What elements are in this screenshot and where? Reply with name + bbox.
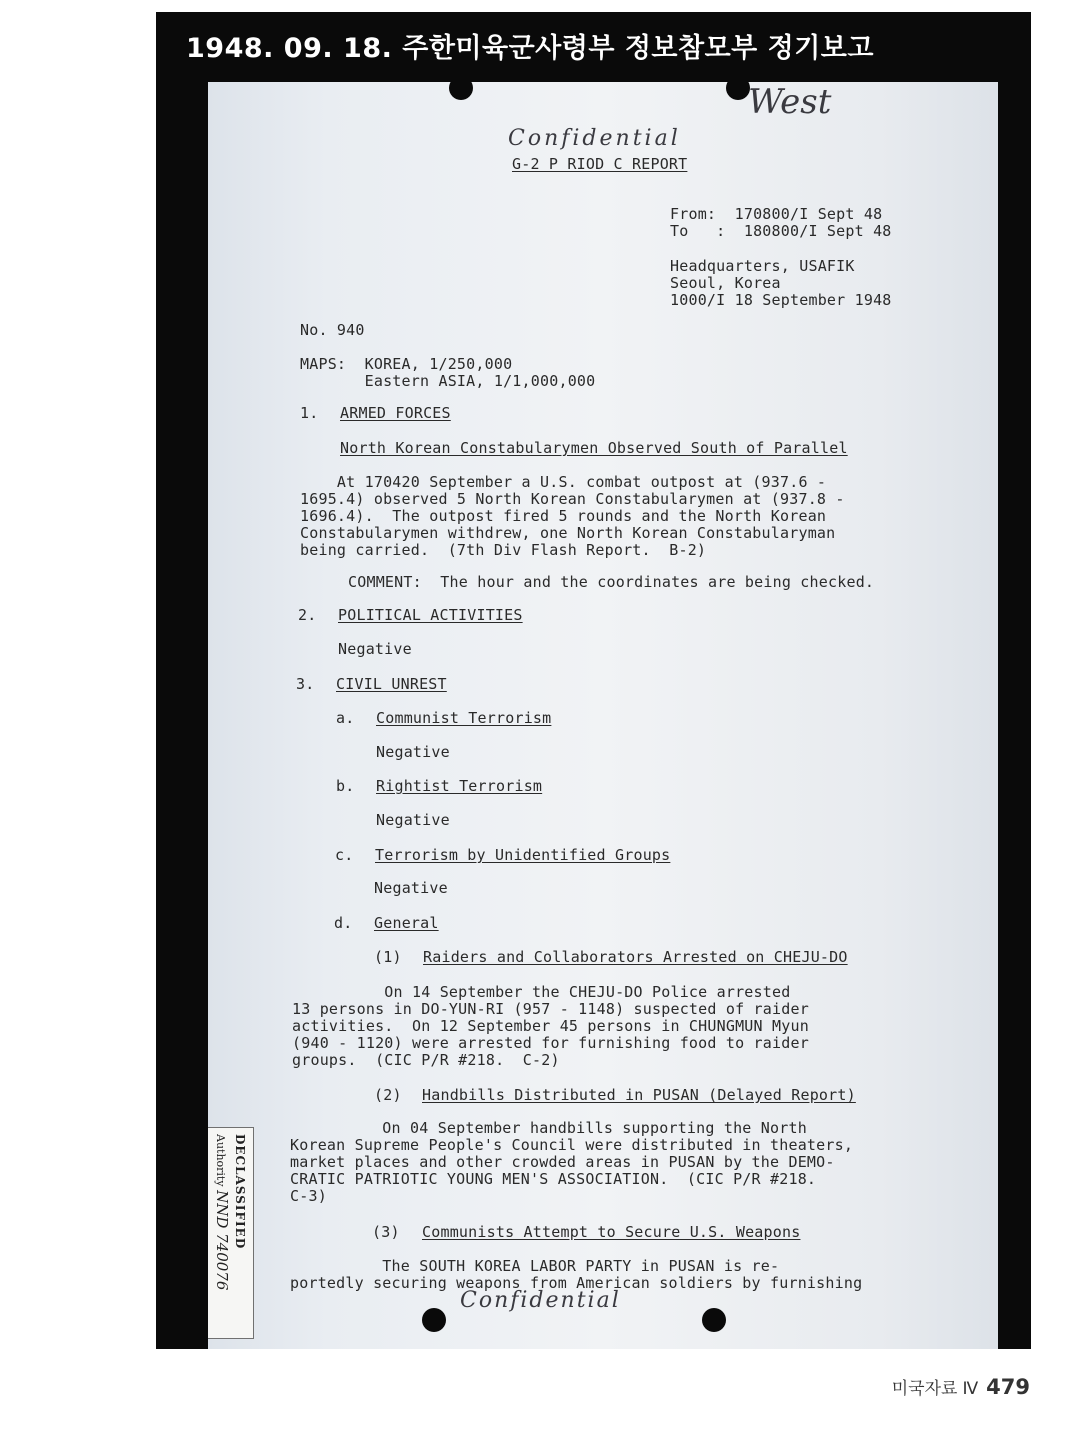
punch-hole-bottom-right xyxy=(702,1308,726,1332)
document-frame xyxy=(156,12,1031,1349)
punch-hole-top-left xyxy=(449,82,473,100)
item-1-body: On 14 September the CHEJU-DO Police arrested 13 persons in DO-YUN-RI (957 - 1148) suspected of raider activities. On 12 September 45 persons in CHUNGMUN Myun (940 - 1120) were arrested for furnishing food to raider groups. (CIC P/R #218. C-2) xyxy=(292,983,809,1069)
footer-volume: Ⅳ xyxy=(962,1379,979,1399)
maps-line-2: Eastern ASIA, 1/1,000,000 xyxy=(300,372,596,390)
section-1-title: ARMED FORCES xyxy=(340,404,451,422)
subsection-b-title: Rightist Terrorism xyxy=(376,777,543,795)
section-1-comment: COMMENT: The hour and the coordinates are being checked. xyxy=(348,573,875,591)
section-2-number: 2. xyxy=(298,606,317,624)
subsection-b-label: b. xyxy=(336,777,355,795)
page-number: 479 xyxy=(986,1375,1030,1399)
item-2-body: On 04 September handbills supporting the North Korean Supreme People's Council were distributed in theaters, market places and other crowded areas in PUSAN by the DEMO- CRATIC PATRIOTIC YOUNG MEN'S ASSOCIATION. (CIC P/R #218. C-3) xyxy=(290,1119,854,1205)
subsection-a-body: Negative xyxy=(376,743,450,761)
subsection-a-title: Communist Terrorism xyxy=(376,709,552,727)
subsection-a-label: a. xyxy=(336,709,355,727)
subsection-d-label: d. xyxy=(334,914,353,932)
report-number: No. 940 xyxy=(300,321,365,339)
stamp-authority xyxy=(213,1134,231,1332)
location: Seoul, Korea xyxy=(670,274,781,292)
period-from: From: 170800/I Sept 48 xyxy=(670,205,883,223)
handwritten-confidential-bottom: Confidential xyxy=(460,1288,621,1313)
section-1-subtitle: North Korean Constabularymen Observed South of Parallel xyxy=(340,439,848,457)
handwritten-west: West xyxy=(748,82,832,122)
item-3-body: The SOUTH KOREA LABOR PARTY in PUSAN is re- portedly securing weapons from American soldiers by furnishing xyxy=(290,1257,863,1292)
stamp-authority-label: Authority xyxy=(214,1134,227,1187)
document-scan xyxy=(208,82,998,1349)
handwritten-confidential-top: Confidential xyxy=(508,126,681,151)
page-footer xyxy=(892,1374,1030,1399)
subsection-d-title: General xyxy=(374,914,439,932)
subsection-b-body: Negative xyxy=(376,811,450,829)
footer-label: 미국자료 xyxy=(891,1379,958,1399)
subsection-c-title: Terrorism by Unidentified Groups xyxy=(375,846,671,864)
stamp-text xyxy=(208,1134,247,1332)
section-3-number: 3. xyxy=(296,675,315,693)
period-to: To : 180800/I Sept 48 xyxy=(670,222,892,240)
section-1-number: 1. xyxy=(300,404,319,422)
stamp-declassified: DECLASSIFIED xyxy=(233,1134,247,1250)
punch-hole-top-right xyxy=(726,82,750,100)
section-3-title: CIVIL UNREST xyxy=(336,675,447,693)
item-2-label: (2) xyxy=(374,1086,402,1104)
section-2-body: Negative xyxy=(338,640,412,658)
page-title: 1948. 09. 18. 주한미육군사령부 정보참모부 정기보고 xyxy=(186,33,874,64)
declassified-stamp xyxy=(208,1127,254,1339)
subsection-c-label: c. xyxy=(335,846,354,864)
maps-line-1: MAPS: KOREA, 1/250,000 xyxy=(300,355,513,373)
item-3-title: Communists Attempt to Secure U.S. Weapons xyxy=(422,1223,801,1241)
stamp-authority-number: NND 740076 xyxy=(213,1190,231,1291)
item-1-label: (1) xyxy=(374,948,402,966)
section-1-body: At 170420 September a U.S. combat outpost at (937.6 - 1695.4) observed 5 North Korean Constabularymen at (937.8 - 1696.4). The outpost fired 5 rounds and the North Korean Constabularymen withdrew, one North Korean Constabularyman being carried. (7th Div Flash Report. B-2) xyxy=(300,473,845,559)
item-2-title: Handbills Distributed in PUSAN (Delayed Report) xyxy=(422,1086,856,1104)
report-date: 1000/I 18 September 1948 xyxy=(670,291,892,309)
report-title: G-2 P RIOD C REPORT xyxy=(512,155,688,173)
subsection-c-body: Negative xyxy=(374,879,448,897)
headquarters: Headquarters, USAFIK xyxy=(670,257,855,275)
punch-hole-bottom-left xyxy=(422,1308,446,1332)
item-1-title: Raiders and Collaborators Arrested on CHEJU-DO xyxy=(423,948,848,966)
section-2-title: POLITICAL ACTIVITIES xyxy=(338,606,523,624)
item-3-label: (3) xyxy=(372,1223,400,1241)
